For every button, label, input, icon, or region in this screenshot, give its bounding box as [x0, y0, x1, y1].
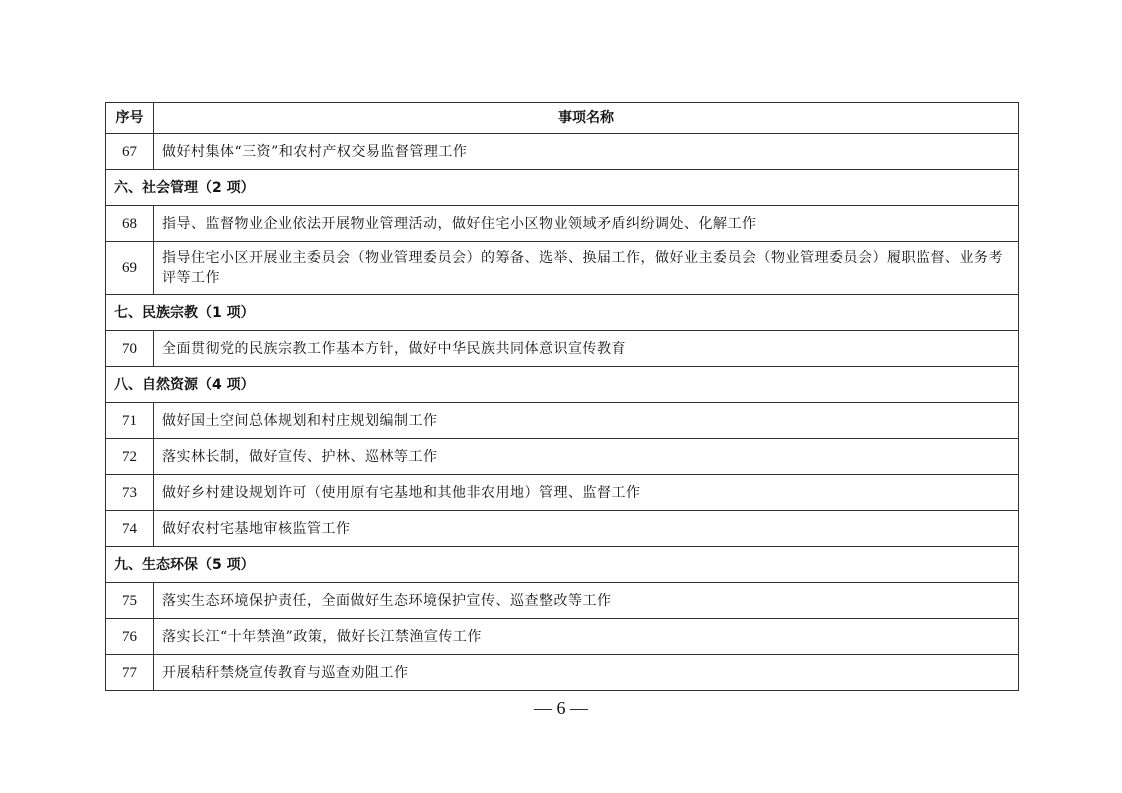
row-number: 68 [106, 206, 154, 242]
row-text: 做好村集体“三资”和农村产权交易监督管理工作 [154, 134, 1019, 170]
table-row [106, 655, 1019, 691]
row-text: 指导住宅小区开展业主委员会（物业管理委员会）的筹备、选举、换届工作，做好业主委员会（物业管理委员会）履职监督、业务考评等工作 [154, 242, 1019, 295]
section-row [106, 295, 1019, 331]
table-row [106, 331, 1019, 367]
table-row [106, 583, 1019, 619]
row-number: 77 [106, 655, 154, 691]
table-row [106, 206, 1019, 242]
section-row [106, 547, 1019, 583]
header-serial-number: 序号 [106, 103, 154, 134]
table-row [106, 134, 1019, 170]
section-row [106, 367, 1019, 403]
table-row [106, 619, 1019, 655]
row-number: 74 [106, 511, 154, 547]
section-row [106, 170, 1019, 206]
table-row [106, 511, 1019, 547]
row-text: 做好乡村建设规划许可（使用原有宅基地和其他非农用地）管理、监督工作 [154, 475, 1019, 511]
row-text: 指导、监督物业企业依法开展物业管理活动，做好住宅小区物业领域矛盾纠纷调处、化解工作 [154, 206, 1019, 242]
row-number: 76 [106, 619, 154, 655]
row-number: 73 [106, 475, 154, 511]
section-title: 九、生态环保（5 项） [106, 547, 1019, 583]
row-text: 做好农村宅基地审核监管工作 [154, 511, 1019, 547]
table-row [106, 242, 1019, 295]
row-number: 69 [106, 242, 154, 295]
row-text: 开展秸秆禁烧宣传教育与巡查劝阻工作 [154, 655, 1019, 691]
page-number: — 6 — [534, 698, 588, 718]
table-row [106, 475, 1019, 511]
row-text: 落实生态环境保护责任，全面做好生态环境保护宣传、巡查整改等工作 [154, 583, 1019, 619]
matters-table [105, 102, 1019, 691]
section-title: 六、社会管理（2 项） [106, 170, 1019, 206]
table-row [106, 439, 1019, 475]
row-text: 落实林长制，做好宣传、护林、巡林等工作 [154, 439, 1019, 475]
table-row [106, 403, 1019, 439]
header-item-name: 事项名称 [154, 103, 1019, 134]
section-title: 七、民族宗教（1 项） [106, 295, 1019, 331]
table-header-row [106, 103, 1019, 134]
row-text: 落实长江“十年禁渔”政策，做好长江禁渔宣传工作 [154, 619, 1019, 655]
row-number: 67 [106, 134, 154, 170]
section-title: 八、自然资源（4 项） [106, 367, 1019, 403]
row-number: 75 [106, 583, 154, 619]
row-number: 70 [106, 331, 154, 367]
row-text: 全面贯彻党的民族宗教工作基本方针，做好中华民族共同体意识宣传教育 [154, 331, 1019, 367]
row-number: 71 [106, 403, 154, 439]
row-number: 72 [106, 439, 154, 475]
row-text: 做好国土空间总体规划和村庄规划编制工作 [154, 403, 1019, 439]
